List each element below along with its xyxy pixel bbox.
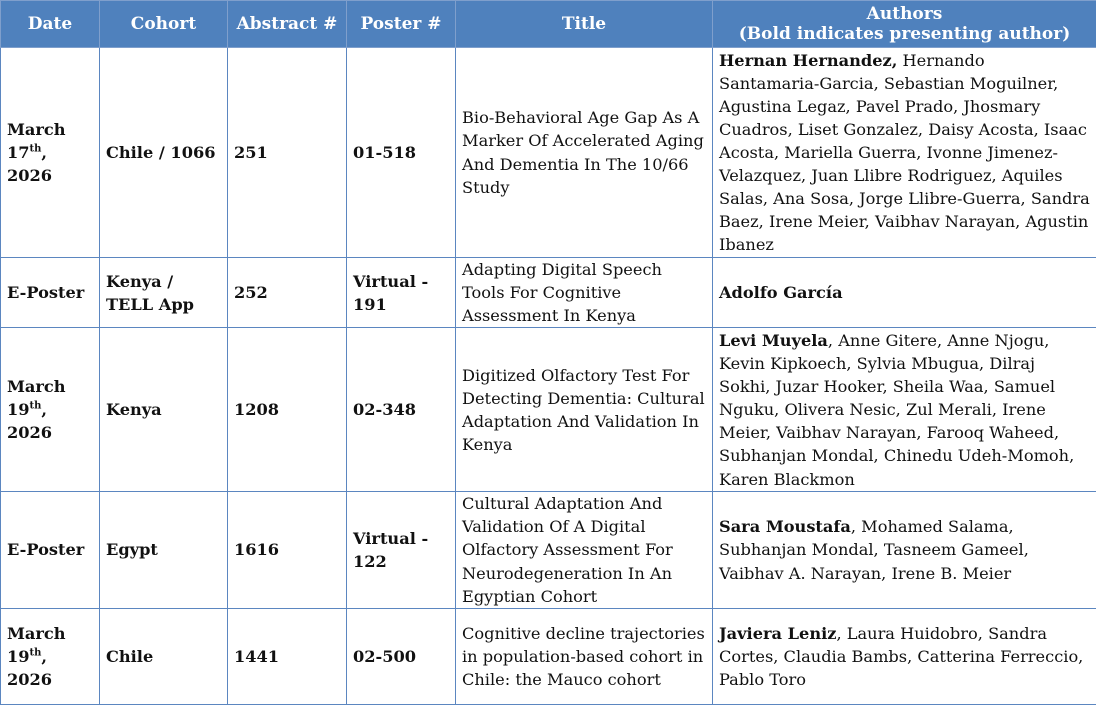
date-cell: E-Poster	[1, 492, 100, 608]
header-authors	[713, 1, 1096, 48]
date-year: , 2026	[7, 647, 52, 689]
header-authors-label: Authors	[717, 4, 1092, 24]
date-text: March 17	[7, 120, 66, 162]
date-cell: E-Poster	[1, 258, 100, 328]
table-row	[1, 328, 1096, 492]
title-cell: Cultural Adaptation And Validation Of A Digital Olfactory Assessment For Neurodegeneration In An Egyptian Cohort	[456, 492, 713, 608]
date-year: , 2026	[7, 400, 52, 442]
abstract-cell: 251	[228, 48, 347, 258]
poster-cell: 01-518	[347, 48, 456, 258]
header-date: Date	[1, 1, 100, 48]
co-authors: , Anne Gitere, Anne Njogu, Kevin Kipkoech, Sylvia Mbugua, Dilraj Sokhi, Juzar Hooker, Sheila Waa, Samuel Nguku, Olivera Nesic, Zul Merali, Irene Meier, Vaibhav Narayan, Farooq Waheed, Subhanjan Mondal, Chinedu Udeh-Momoh, Karen Blackmon	[719, 331, 1074, 489]
presenting-author: Adolfo García	[719, 283, 843, 302]
poster-cell: 02-500	[347, 608, 456, 704]
poster-cell: 02-348	[347, 328, 456, 492]
cohort-cell: Kenya	[100, 328, 228, 492]
date-cell	[1, 608, 100, 704]
co-authors: , Mohamed Salama, Subhanjan Mondal, Tasneem Gameel, Vaibhav A. Narayan, Irene B. Meier	[719, 517, 1029, 582]
co-authors: , Laura Huidobro, Sandra Cortes, Claudia Bambs, Catterina Ferreccio, Pablo Toro	[719, 624, 1083, 689]
authors-cell	[713, 608, 1096, 704]
abstract-cell: 1441	[228, 608, 347, 704]
date-suffix: th	[30, 647, 42, 658]
table-row	[1, 608, 1096, 704]
authors-cell	[713, 328, 1096, 492]
date-suffix: th	[30, 144, 42, 155]
presenting-author: Javiera Leniz	[719, 624, 836, 643]
abstract-cell: 1208	[228, 328, 347, 492]
cohort-cell: Kenya / TELL App	[100, 258, 228, 328]
header-poster: Poster #	[347, 1, 456, 48]
cohort-cell: Chile	[100, 608, 228, 704]
header-title: Title	[456, 1, 713, 48]
header-abstract: Abstract #	[228, 1, 347, 48]
cohort-cell: Egypt	[100, 492, 228, 608]
header-authors-note: (Bold indicates presenting author)	[717, 24, 1092, 44]
title-cell: Digitized Olfactory Test For Detecting Dementia: Cultural Adaptation And Validation In Kenya	[456, 328, 713, 492]
authors-cell	[713, 258, 1096, 328]
header-cohort: Cohort	[100, 1, 228, 48]
date-year: , 2026	[7, 143, 52, 185]
date-cell	[1, 328, 100, 492]
poster-cell: Virtual - 191	[347, 258, 456, 328]
title-cell: Cognitive decline trajectories in population-based cohort in Chile: the Mauco cohort	[456, 608, 713, 704]
date-cell	[1, 48, 100, 258]
abstract-cell: 1616	[228, 492, 347, 608]
title-cell: Bio-Behavioral Age Gap As A Marker Of Accelerated Aging And Dementia In The 10/66 Study	[456, 48, 713, 258]
authors-cell	[713, 492, 1096, 608]
presenting-author: Levi Muyela	[719, 331, 828, 350]
title-cell: Adapting Digital Speech Tools For Cognitive Assessment In Kenya	[456, 258, 713, 328]
abstract-cell: 252	[228, 258, 347, 328]
table-row	[1, 492, 1096, 608]
presenting-author: Sara Moustafa	[719, 517, 851, 536]
date-text: March 19	[7, 377, 66, 419]
table-row	[1, 258, 1096, 328]
header-row	[1, 1, 1096, 48]
table-row	[1, 48, 1096, 258]
date-suffix: th	[30, 401, 42, 412]
presenting-author: Hernan Hernandez,	[719, 51, 897, 70]
cohort-cell: Chile / 1066	[100, 48, 228, 258]
date-text: March 19	[7, 624, 66, 666]
authors-cell	[713, 48, 1096, 258]
co-authors: Hernando Santamaria-Garcia, Sebastian Moguilner, Agustina Legaz, Pavel Prado, Jhosmary Cuadros, Liset Gonzalez, Daisy Acosta, Isaac Acosta, Mariella Guerra, Ivonne Jimenez-Velazquez, Juan Llibre Rodriguez, Aquiles Salas, Ana Sosa, Jorge Llibre-Guerra, Sandra Baez, Irene Meier, Vaibhav Narayan, Agustin Ibanez	[719, 51, 1090, 255]
poster-cell: Virtual - 122	[347, 492, 456, 608]
